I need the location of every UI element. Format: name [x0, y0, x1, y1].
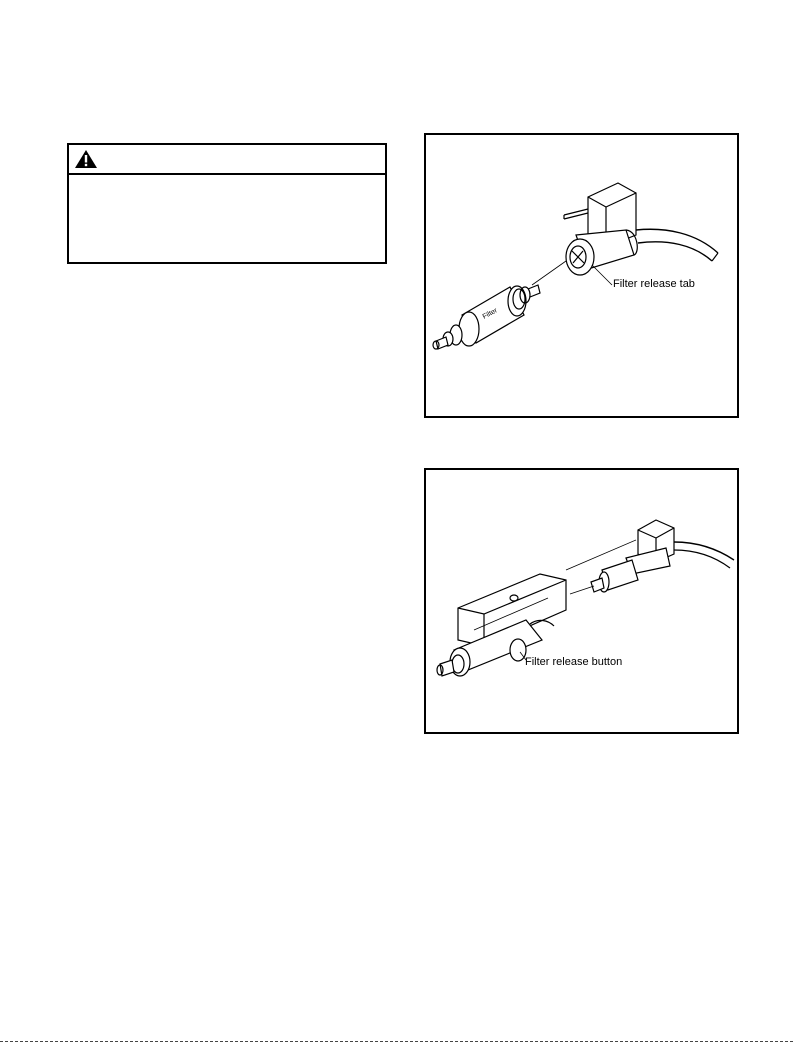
filter-release-button-illustration [426, 470, 737, 732]
callout-filter-release-tab: Filter release tab [613, 278, 695, 290]
figure-filter-release-tab [424, 133, 739, 418]
callout-filter-release-button: Filter release button [525, 656, 623, 668]
warning-triangle-icon [74, 149, 98, 169]
warning-header [69, 145, 385, 175]
warning-box [67, 143, 387, 264]
figure-filter-release-button [424, 468, 739, 734]
filter-release-tab-illustration [426, 135, 737, 416]
warning-body [69, 175, 385, 191]
page-bottom-rule [0, 1041, 793, 1042]
svg-text:Filter: Filter [481, 307, 499, 321]
